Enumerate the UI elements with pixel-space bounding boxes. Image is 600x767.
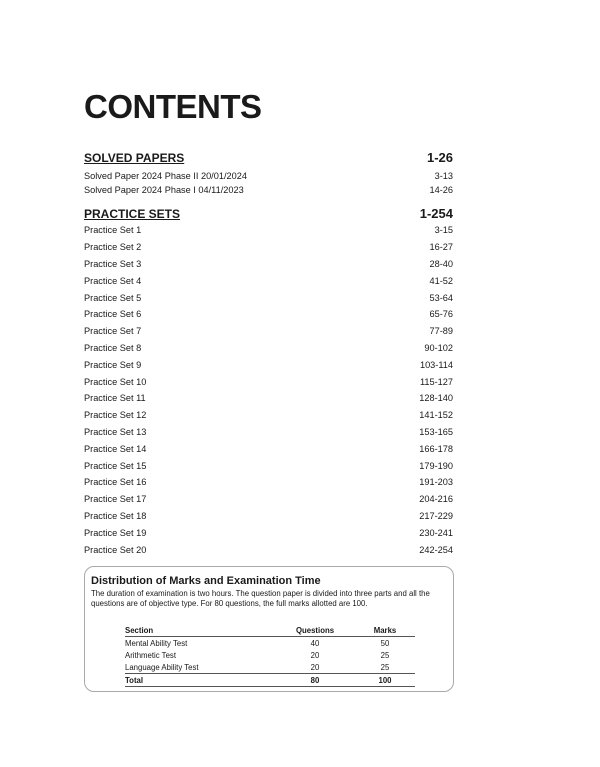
- solved-papers-list: [84, 169, 453, 197]
- row-questions: 20: [310, 662, 320, 672]
- toc-entry-label: Practice Set 19: [84, 527, 147, 538]
- row-section: Arithmetic Test: [125, 650, 176, 660]
- toc-entry: [84, 508, 453, 525]
- table-row: [125, 649, 415, 661]
- toc-entry: [84, 457, 453, 474]
- header-section: Section: [125, 625, 275, 637]
- toc-entry: [84, 183, 453, 197]
- header-marks: Marks: [355, 625, 415, 637]
- toc-entry-label: Practice Set 6: [84, 309, 142, 320]
- solved-papers-label: SOLVED PAPERS: [84, 151, 185, 165]
- toc-entry-label: Practice Set 18: [84, 510, 147, 521]
- toc-entry-pages: 41-52: [429, 275, 453, 286]
- row-marks: 25: [380, 650, 390, 660]
- toc-entry-pages: 65-76: [429, 309, 453, 320]
- toc-entry-label: Practice Set 17: [84, 494, 147, 505]
- toc-entry: [84, 390, 453, 407]
- toc-entry-label: Solved Paper 2024 Phase II 20/01/2024: [84, 171, 247, 181]
- toc-entry: [84, 306, 453, 323]
- header-questions: Questions: [275, 625, 355, 637]
- solved-papers-range: 1-26: [426, 150, 453, 165]
- total-questions: 80: [275, 674, 355, 687]
- toc-entry-pages: 128-140: [419, 393, 453, 404]
- toc-entry-pages: 3-15: [434, 225, 453, 236]
- toc-entry-label: Practice Set 10: [84, 376, 147, 387]
- toc-entry: [84, 289, 453, 306]
- toc-entry-label: Practice Set 15: [84, 460, 147, 471]
- toc-entry-pages: 230-241: [419, 527, 453, 538]
- toc-entry-label: Practice Set 7: [84, 326, 142, 337]
- toc-entry: [84, 407, 453, 424]
- toc-entry-label: Practice Set 16: [84, 477, 147, 488]
- total-label: Total: [125, 674, 275, 687]
- toc-entry-label: Practice Set 1: [84, 225, 142, 236]
- toc-entry: [84, 440, 453, 457]
- toc-entry-label: Practice Set 8: [84, 342, 142, 353]
- practice-sets-list: [84, 222, 453, 558]
- toc-entry-label: Practice Set 2: [84, 242, 142, 253]
- distribution-description: The duration of examination is two hours. The question paper is divided into three parts and all the questions are of objective type. For 80 questions, the full marks allotted are 100.: [91, 589, 430, 608]
- row-marks: 25: [380, 662, 390, 672]
- table-row: [125, 637, 415, 650]
- toc-entry-pages: 217-229: [419, 510, 453, 521]
- toc-entry-pages: 16-27: [429, 242, 453, 253]
- total-marks: 100: [355, 674, 415, 687]
- solved-papers-heading: [84, 150, 453, 165]
- toc-entry-label: Practice Set 5: [84, 292, 142, 303]
- toc-entry-pages: 14-26: [429, 185, 453, 195]
- toc-entry: [84, 356, 453, 373]
- distribution-box: [84, 566, 454, 692]
- row-marks: 50: [380, 638, 390, 648]
- practice-sets-heading: [84, 206, 453, 221]
- toc-entry-label: Practice Set 9: [84, 359, 142, 370]
- toc-entry-pages: 191-203: [419, 477, 453, 488]
- total-row: [125, 674, 415, 687]
- toc-entry-label: Solved Paper 2024 Phase I 04/11/2023: [84, 185, 244, 195]
- toc-entry: [84, 272, 453, 289]
- toc-entry-pages: 28-40: [429, 258, 453, 269]
- toc-entry: [84, 323, 453, 340]
- toc-entry-pages: 153-165: [419, 426, 453, 437]
- toc-entry-label: Practice Set 20: [84, 544, 147, 555]
- toc-entry: [84, 169, 453, 183]
- toc-entry: [84, 256, 453, 273]
- toc-entry: [84, 340, 453, 357]
- page-title: CONTENTS: [84, 88, 262, 125]
- toc-entry-label: Practice Set 11: [84, 393, 146, 404]
- toc-entry: [84, 474, 453, 491]
- table-row: [125, 661, 415, 674]
- toc-entry-label: Practice Set 4: [84, 275, 142, 286]
- toc-entry: [84, 524, 453, 541]
- practice-sets-range: 1-254: [419, 206, 453, 221]
- toc-entry-label: Practice Set 3: [84, 258, 142, 269]
- toc-entry-pages: 103-114: [419, 359, 453, 370]
- toc-entry-pages: 166-178: [419, 443, 453, 454]
- toc-entry-pages: 77-89: [429, 326, 453, 337]
- toc-entry: [84, 424, 453, 441]
- toc-entry-pages: 204-216: [419, 494, 453, 505]
- toc-entry: [84, 373, 453, 390]
- toc-entry-pages: 242-254: [419, 544, 453, 555]
- toc-entry: [84, 239, 453, 256]
- marks-table-header: [125, 625, 415, 637]
- toc-entry: [84, 541, 453, 558]
- marks-table: [125, 625, 415, 687]
- row-questions: 40: [310, 638, 320, 648]
- toc-entry-pages: 179-190: [419, 460, 453, 471]
- toc-entry: [84, 222, 453, 239]
- row-questions: 20: [310, 650, 320, 660]
- toc-entry-pages: 53-64: [429, 292, 453, 303]
- row-section: Language Ability Test: [125, 662, 199, 672]
- toc-entry-pages: 90-102: [424, 342, 453, 353]
- distribution-title: Distribution of Marks and Examination Time: [91, 575, 321, 587]
- practice-sets-label: PRACTICE SETS: [84, 207, 181, 221]
- toc-entry-label: Practice Set 14: [84, 443, 147, 454]
- toc-entry-pages: 115-127: [419, 376, 453, 387]
- toc-entry-pages: 3-13: [434, 171, 453, 181]
- toc-entry: [84, 491, 453, 508]
- row-section: Mental Ability Test: [125, 638, 188, 648]
- toc-entry-pages: 141-152: [419, 410, 453, 421]
- toc-entry-label: Practice Set 13: [84, 426, 147, 437]
- toc-entry-label: Practice Set 12: [84, 410, 147, 421]
